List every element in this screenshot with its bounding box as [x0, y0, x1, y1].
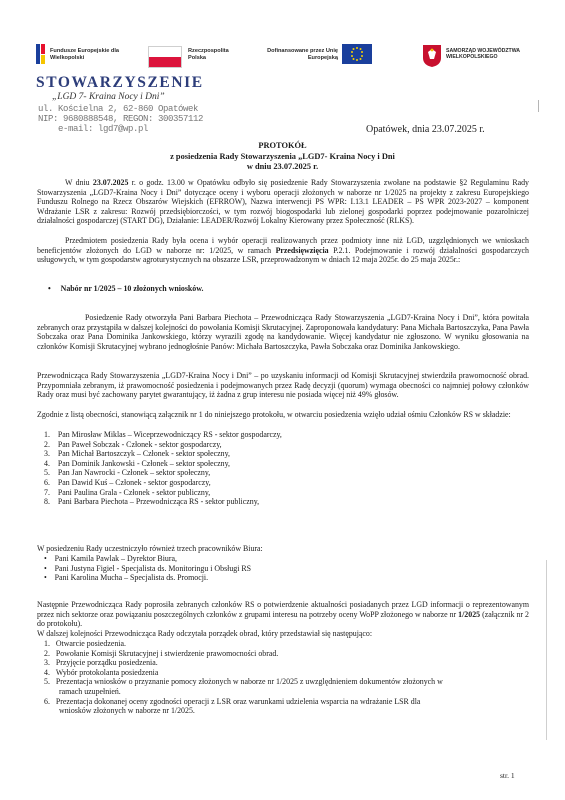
list-item: 1. Otwarcie posiedzenia.	[44, 639, 126, 648]
margin-mark	[546, 560, 547, 740]
list-item: 4. Pan Dominik Jankowski - Członek – sektor społeczny,	[44, 458, 230, 468]
list-item: 6. Prezentacja dokonanej oceny zgodności operacji z LSR oraz warunkami udzielenia wsparcia na wdrażanie LSR dla	[44, 696, 421, 706]
list-item: 1. Pan Mirosław Miklas – Wiceprzewodniczący RS - sektor gospodarczy,	[44, 430, 282, 439]
subject-paragraph: Przedmiotem posiedzenia Rady była ocena i wybór operacji realizowanych przez podmioty inne niż LGD, uzgzlędnionych we wnioskach beneficjentów złożonych do LGD w naborze nr: 1/2025, w ramach Przedsięwzięcia P.2.1. Podejmowanie i rozwój działalności gospodarczych usługowych, w tym gospodarstw agroturystycznych na obszarze LSR, przeprowadzonym w dniach 12 maja 2025r. do 25 maja 2025r.:	[37, 236, 529, 265]
association-email: e-mail: lgd7@wp.pl	[58, 124, 149, 134]
list-item: 2. Powołanie Komisji Skrutacyjnej i stwierdzenie prawomocności obrad.	[44, 648, 279, 658]
list-item: 5. Pan Jan Nawrocki - Członek – sektor społeczny,	[44, 468, 211, 478]
members-list	[44, 430, 282, 507]
list-item: 6. Pan Dawid Kuś – Członek - sektor gospodarczy,	[44, 477, 211, 487]
opening-paragraph: Posiedzenie Rady otworzyła Pani Barbara Piechota – Przewodnicząca Rady Stowarzyszenia „LGD7-Kraina Nocy i Dni”, która powitała zebranych oraz przystąpiła w dalszej kolejności do powołania Komisji Skrutacyjnej. Zaproponowała kandydatury: Pana Michała Bartoszczyka, Pana Pawła Sobczaka oraz Pana Dominika Jankowskiego, którzy wyrazili zgodę na kandydowanie. Więcej kandydatur nie zgłoszono. W wyniku głosowania na członków Komisji Skrutacyjnej wybrano jednogłośnie Panów: Michała Bartoszczyka, Pawła Sobczaka oraz Dominika Jankowskiego.	[37, 313, 529, 351]
list-item: 8. Pani Barbara Piechota – Przewodnicząca RS - sektor publiczny,	[44, 497, 260, 507]
list-item: • Pani Karolina Mucha – Specjalista ds. Promocji.	[44, 573, 209, 583]
eu-flag-icon	[342, 44, 372, 64]
list-item-continuation: ramach uzupełnień.	[59, 686, 121, 696]
list-item: • Pani Kamila Pawlak – Dyrektor Biura,	[44, 554, 177, 563]
staff-intro: W posiedzeniu Rady uczestniczyło również trzech pracowników Biura:	[37, 544, 263, 553]
document-date: Opatówek, dnia 23.07.2025 r.	[366, 124, 485, 135]
agenda-intro: W dalszej kolejności Przewodnicząca Rady odczytała porządek obrad, który przedstawiał się następująco:	[37, 629, 373, 638]
attendance-paragraph: Zgodnie z listą obecności, stanowiącą załącznik nr 1 do niniejszego protokołu, w otwarciu posiedzenia wzięło udział ośmiu Członków RS w składzie:	[37, 410, 511, 419]
fe-logo-text: Fundusze Europejskie dla Wielkopolski	[50, 48, 120, 61]
list-item-continuation: wniosków złożonych w naborze nr 1/2025.	[59, 706, 195, 716]
staff-list	[44, 554, 251, 583]
margin-mark	[538, 100, 539, 112]
protocol-title	[0, 141, 565, 173]
association-name: STOWARZYSZENIE	[36, 74, 204, 91]
association-ids: NIP: 9680888548, REGON: 300357112	[38, 114, 204, 124]
sector-paragraph: Następnie Przewodnicząca Rady poprosiła zebranych członków RS o potwierdzenie aktualności posiadanych przez LGD informacji o reprezentowanym przez nich sektorze oraz powiązaniu poszczególnych członków z grupami interesu na potrzeby oceny WoPP złożonego w naborze nr 1/2025 (załącznik nr 2 do protokołu).	[37, 600, 529, 629]
call-bullet: • Nabór nr 1/2025 – 10 złożonych wniosków.	[48, 284, 204, 293]
title-line-3: w dniu 23.07.2025 r.	[246, 162, 319, 171]
title-line-1: PROTOKÓŁ	[258, 141, 307, 150]
list-item: 7. Pani Paulina Grala - Członek - sektor publiczny,	[44, 487, 211, 497]
association-address: ul. Kościelna 2, 62-860 Opatówek	[38, 104, 199, 114]
list-item: 2. Pan Paweł Sobczak - Członek - sektor gospodarczy,	[44, 439, 222, 449]
wlkp-logo-text: SAMORZĄD WOJEWÓDZTWA WIELKOPOLSKIEGO	[446, 48, 520, 61]
fe-logo-mark	[36, 42, 46, 66]
page-number: str. 1	[500, 771, 515, 780]
quorum-paragraph: Przewodnicząca Rady Stowarzyszenia „LGD7-Kraina Nocy i Dni” – po uzyskaniu informacji od Komisji Skrutacyjnej stwierdziła prawomocność obrad. Przypomniała zebranym, iż prawomocność posiedzenia i podejmowanych przez Radę decyzji (quorum) wymaga obecności co najmniej połowy członków Rady oraz musi być zachowany parytet gwarantujący, iż żadna z grup interesu nie posiada więcej niż 49% głosów.	[37, 371, 529, 400]
intro-paragraph: W dniu 23.07.2025 r. o godz. 13.00 w Opatówku odbyło się posiedzenie Rady Stowarzyszenia zwołane na podstawie §2 Regulaminu Rady Stowarzyszenia „LGD7-Kraina Nocy i Dni” dotyczące oceny i wyboru operacji złożonych w naborze nr 1/2025 na projekty z zakresu Europejskiego Funduszu Rolnego na Rzecz Obszarów Wiejskich (EFRROW), Nazwa interwencji PS WPR: I.13.1 LEADER – PS WPR 2023-2027 – komponent Wdrażanie LSR z zakresu: Rozwój przedsiębiorczości, w tym rozwój biogospodarki lub zielonej gospodarki poprzez podejmowanie pozarolniczej działalności gospodarczej (START DG), Działanie: LEADER/Rozwój Lokalny Kierowany przez Społeczność (RLKS).	[37, 178, 530, 226]
list-item: • Pani Justyna Figiel - Specjalista ds. Monitoringu i Obsługi RS	[44, 563, 252, 573]
list-item: 5. Prezentacja wniosków o przyznanie pomocy złożonych w naborze nr 1/2025 z uwzględnieniem dokumentów złożonych w	[44, 677, 443, 687]
ue-logo-text: Dofinansowane przez Unię Europejską	[267, 48, 338, 61]
poland-flag-icon	[148, 46, 182, 68]
title-line-2: z posiedzenia Rady Stowarzyszenia „LGD7- Kraina Nocy i Dni	[170, 151, 395, 161]
association-subtitle: „LGD 7- Kraina Nocy i Dni”	[52, 92, 165, 102]
wielkopolska-coat-of-arms-icon	[422, 44, 442, 68]
list-item: 3. Przyjęcie porządku posiedzenia.	[44, 658, 158, 668]
list-item: 3. Pan Michał Bartoszczyk – Członek - sektor społeczny,	[44, 449, 230, 459]
rp-logo-text: Rzeczpospolita Polska	[188, 48, 229, 61]
agenda-list	[44, 639, 443, 716]
list-item: 4. Wybór protokolanta posiedzenia	[44, 667, 159, 677]
